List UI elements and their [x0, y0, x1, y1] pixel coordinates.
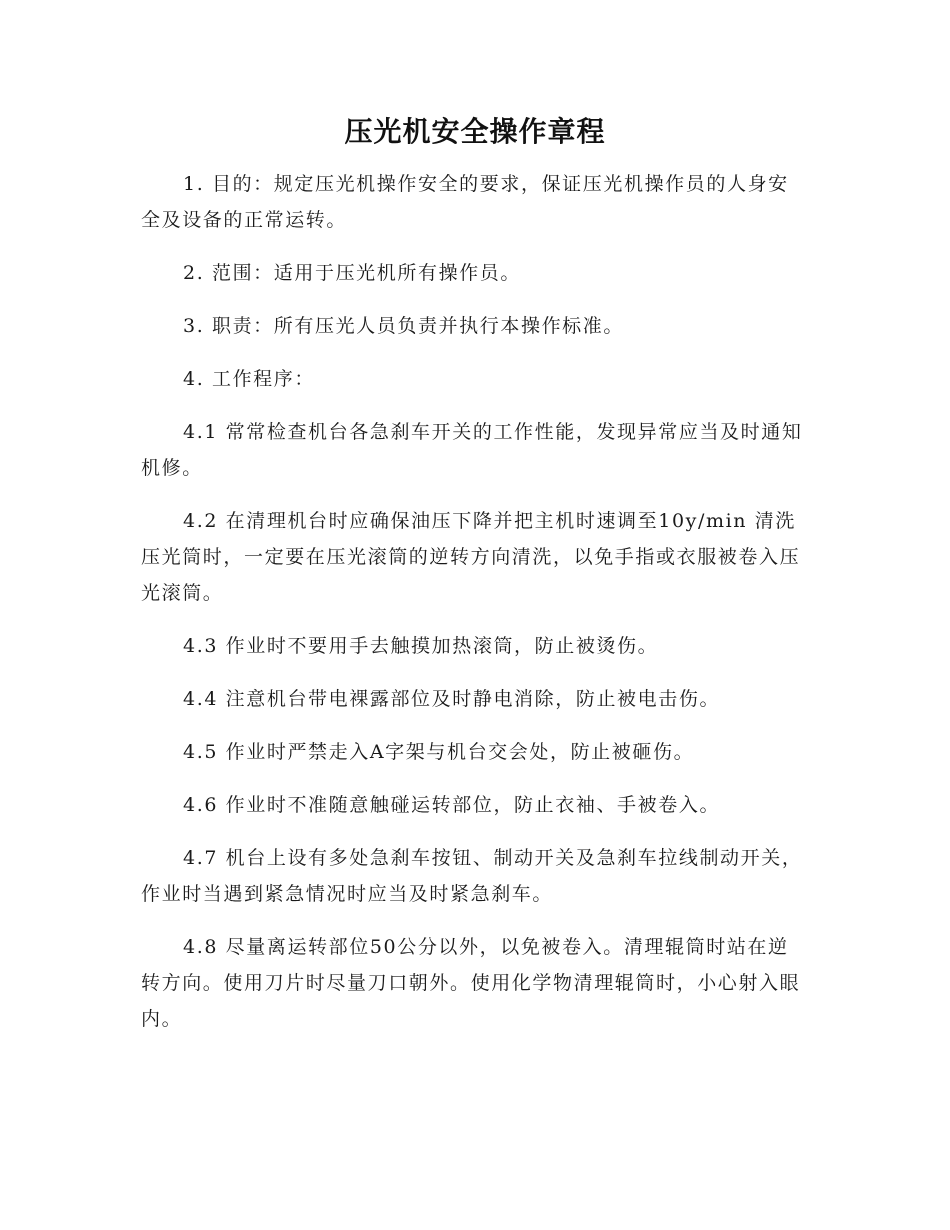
- document-body: [141, 166, 806, 1054]
- paragraph-4-2: 4.2 在清理机台时应确保油压下降并把主机时速调至10y/min 清洗压光筒时，一定要在压光滚筒的逆转方向清洗，以免手指或衣服被卷入压光滚筒。: [141, 510, 801, 604]
- paragraph-4-7: 4.7 机台上设有多处急刹车按钮、制动开关及急刹车拉线制动开关，作业时当遇到紧急情况时应当及时紧急刹车。: [141, 847, 803, 905]
- paragraph-scope: 2. 范围：适用于压光机所有操作员。: [183, 262, 521, 284]
- paragraph-4-3: 4.3 作业时不要用手去触摸加热滚筒，防止被烫伤。: [183, 635, 659, 657]
- paragraph-purpose: 1. 目的：规定压光机操作安全的要求，保证压光机操作员的人身安全及设备的正常运转。: [141, 173, 789, 231]
- paragraph-4-1: 4.1 常常检查机台各急刹车开关的工作性能，发现异常应当及时通知机修。: [141, 421, 803, 479]
- paragraph-responsibility: 3. 职责：所有压光人员负责并执行本操作标准。: [183, 315, 624, 337]
- paragraph-4-5: 4.5 作业时严禁走入A字架与机台交会处，防止被砸伤。: [183, 741, 695, 763]
- paragraph-procedure-heading: 4. 工作程序：: [183, 368, 315, 390]
- paragraph-4-4: 4.4 注意机台带电裸露部位及时静电消除，防止被电击伤。: [183, 688, 721, 710]
- paragraph-4-8: 4.8 尽量离运转部位50公分以外，以免被卷入。清理辊筒时站在逆转方向。使用刀片时尽量刀口朝外。使用化学物清理辊筒时，小心射入眼内。: [141, 936, 801, 1030]
- document-title: 压光机安全操作章程: [344, 115, 606, 148]
- paragraph-4-6: 4.6 作业时不准随意触碰运转部位，防止衣袖、手被卷入。: [183, 794, 721, 816]
